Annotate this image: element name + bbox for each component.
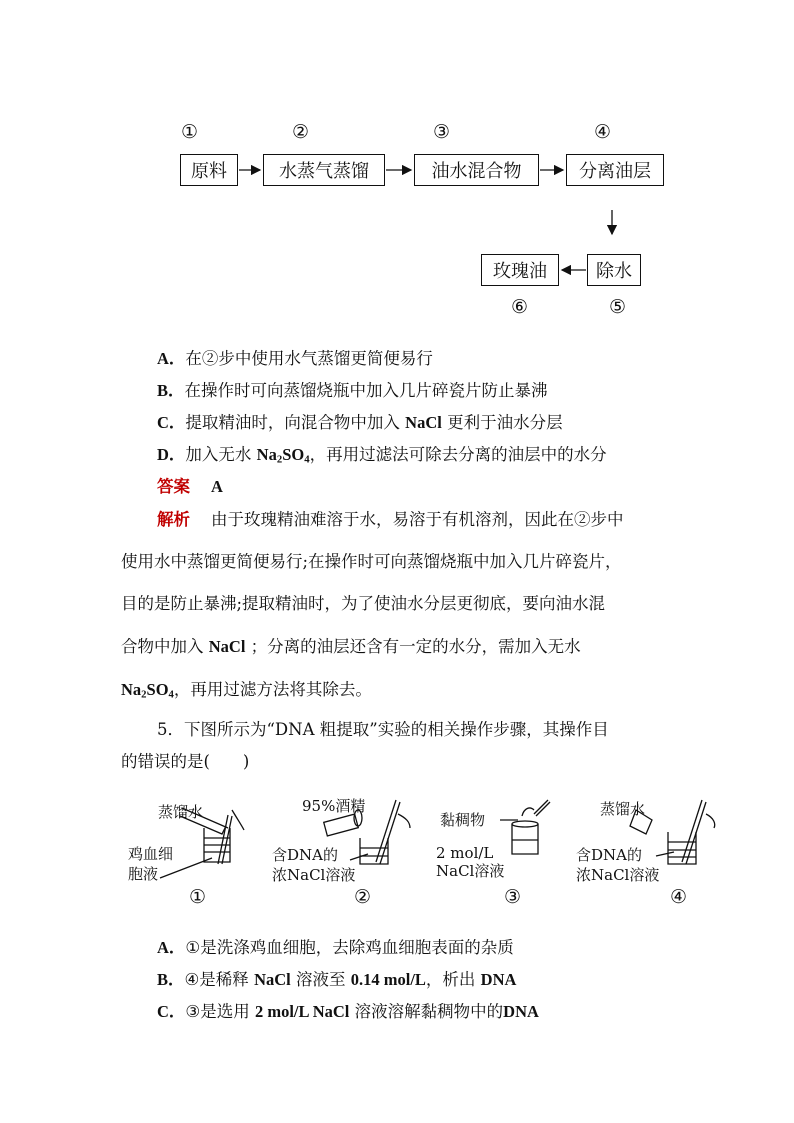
step-number-6: ⑥ [511,296,529,318]
q5-stem-line-1: 5．下图所示为“DNA 粗提取”实验的相关操作步骤，其操作目 [157,720,609,739]
label-chicken-blood-2: 胞液 [128,865,159,883]
option-text: 在操作时可向蒸馏烧瓶中加入几片碎瓷片防止暴沸 [184,381,548,400]
option-letter: C． [157,1002,186,1021]
step-number-1: ① [181,121,199,143]
q5-option-b: B．④是稀释 NaCl 溶液至 0.14 mol/L，析出 DNA [157,970,517,989]
option-c [157,409,563,433]
chem-formula: NaCl [254,970,291,989]
analysis-line-3: 目的是防止暴沸;提取精油时，为了使油水分层更彻底，要向油水混 [121,594,606,613]
option-letter: C． [157,413,186,432]
option-letter: A． [157,349,186,368]
analysis-label: 解析 [157,510,190,529]
answer-value: A [210,477,223,496]
label-alcohol: 95%酒精 [302,797,366,815]
label-chicken-blood-1: 鸡血细 [128,845,174,863]
figure-number-3: ③ [504,886,522,908]
option-letter: D． [157,445,186,464]
figure-number-2: ② [354,886,372,908]
box-raw-material: 原料 [180,154,238,186]
step-number-2: ② [292,121,310,143]
box-rose-oil: 玫瑰油 [481,254,559,286]
option-b [157,377,548,401]
concentration-value: 2 mol/L NaCl [254,1002,350,1021]
option-letter: B． [157,381,185,400]
step-number-5: ⑤ [609,296,627,318]
option-text: ①是洗涤鸡血细胞，去除鸡血细胞表面的杂质 [185,938,514,957]
dna-term: DNA [480,970,517,989]
label-2m-nacl-1: 2 mol/L [436,844,494,862]
analysis-line-4: 合物中加入 NaCl ；分离的油层还含有一定的水分，需加入无水 [121,637,581,656]
analysis-line-1: 解析 由于玫瑰精油难溶于水，易溶于有机溶剂，因此在②步中 [157,510,624,529]
label-dna-nacl-1b: 浓NaCl溶液 [272,866,356,884]
q5-option-a [157,934,514,958]
chem-formula: NaCl [208,637,246,656]
label-distilled-water-1: 蒸馏水 [158,803,204,821]
option-text: ，再用过滤法可除去分离的油层中的水分 [309,445,607,464]
box-oil-water-mixture: 油水混合物 [414,154,539,186]
chem-formula: $Na_2SO_4$ [256,445,310,466]
box-separate-oil-layer: 分离油层 [566,154,664,186]
option-text: 提取精油时，向混合物中加入 [185,413,406,432]
label-dna-nacl-2a: 含DNA的 [576,846,642,864]
option-d [157,441,607,466]
chem-formula: NaCl [405,413,442,432]
box-steam-distillation: 水蒸气蒸馏 [263,154,385,186]
label-sticky-substance: 黏稠物 [440,811,486,829]
concentration-value: 0.14 mol/L [350,970,426,989]
step-number-4: ④ [594,121,612,143]
answer-label: 答案 [157,477,190,496]
option-letter: A． [157,938,186,957]
option-text: 在②步中使用水气蒸馏更简便易行 [185,349,433,368]
box-remove-water: 除水 [587,254,641,286]
label-dna-nacl-1a: 含DNA的 [272,846,338,864]
label-distilled-water-2: 蒸馏水 [600,800,646,818]
q5-option-c: C．③是选用 2 mol/L NaCl 溶液溶解黏稠物中的DNA [157,1002,539,1021]
analysis-line-5: $Na_2SO_4$，再用过滤方法将其除去。 [121,680,372,701]
option-a [157,345,433,369]
figure-number-1: ① [189,886,207,908]
option-text: 加入无水 [185,445,257,464]
figure-number-4: ④ [670,886,688,908]
flow-arrows [0,0,794,330]
label-dna-nacl-2b: 浓NaCl溶液 [576,866,660,884]
dna-term: DNA [503,1002,539,1021]
q5-stem-line-2: 的错误的是( ) [121,752,250,771]
analysis-line-2: 使用水中蒸馏更简便易行;在操作时可向蒸馏烧瓶中加入几片碎瓷片， [121,552,622,571]
step-number-3: ③ [433,121,451,143]
option-letter: B． [157,970,185,989]
answer-line [157,473,223,497]
label-2m-nacl-2: NaCl溶液 [436,862,505,880]
chem-formula: $Na_2SO_4$ [121,680,174,701]
option-text: 更利于油水分层 [441,413,563,432]
